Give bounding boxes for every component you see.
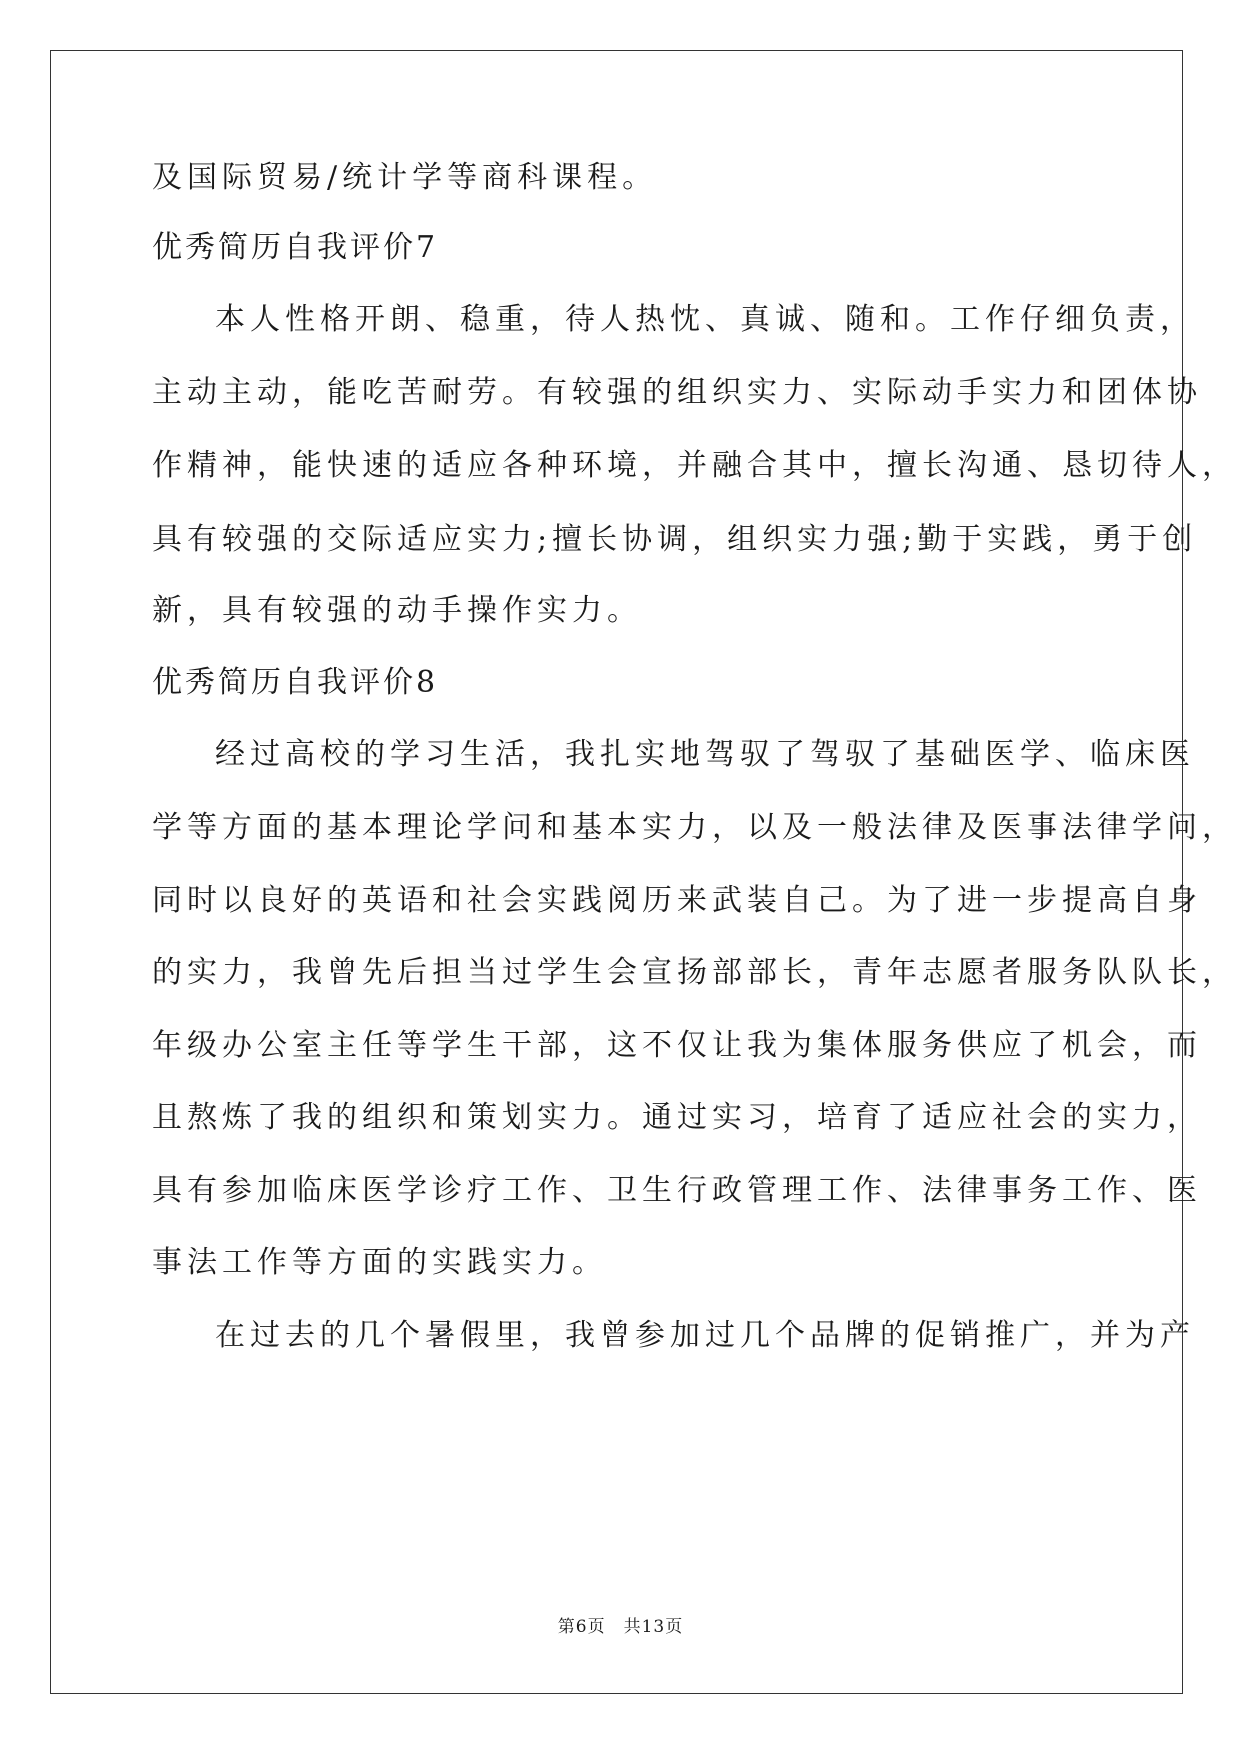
body-line: 作精神，能快速的适应各种环境，并融合其中，擅长沟通、恳切待人，	[152, 448, 1237, 483]
body-line: 事法工作等方面的实践实力。	[152, 1245, 607, 1280]
body-line: 学等方面的基本理论学问和基本实力，以及一般法律及医事法律学问，	[152, 810, 1237, 845]
paragraph-first-line: 本人性格开朗、稳重，待人热忱、真诚、随和。工作仔细负责，	[215, 302, 1195, 337]
body-line: 的实力，我曾先后担当过学生会宣扬部部长，青年志愿者服务队队长，	[152, 955, 1237, 990]
page-border	[50, 50, 1183, 1694]
section-heading-8: 优秀简历自我评价8	[152, 665, 439, 700]
body-line: 具有较强的交际适应实力;擅长协调，组织实力强;勤于实践，勇于创	[152, 522, 1198, 557]
section-heading-7: 优秀简历自我评价7	[152, 230, 439, 265]
page-number-total: 共13页	[623, 1617, 684, 1637]
body-line: 且熬炼了我的组织和策划实力。通过实习，培育了适应社会的实力，	[152, 1100, 1202, 1135]
body-line: 年级办公室主任等学生干部，这不仅让我为集体服务供应了机会，而	[152, 1028, 1202, 1063]
body-line: 同时以良好的英语和社会实践阅历来武装自己。为了进一步提高自身	[152, 883, 1202, 918]
body-line: 主动主动，能吃苦耐劳。有较强的组织实力、实际动手实力和团体协	[152, 375, 1202, 410]
paragraph-first-line: 在过去的几个暑假里，我曾参加过几个品牌的促销推广，并为产	[215, 1318, 1195, 1353]
paragraph-first-line: 经过高校的学习生活，我扎实地驾驭了驾驭了基础医学、临床医	[215, 737, 1195, 772]
body-line: 及国际贸易/统计学等商科课程。	[152, 160, 658, 195]
page-footer	[0, 1617, 1241, 1637]
body-line: 具有参加临床医学诊疗工作、卫生行政管理工作、法律事务工作、医	[152, 1173, 1202, 1208]
body-line: 新，具有较强的动手操作实力。	[152, 593, 642, 628]
page-number-current: 第6页	[557, 1617, 606, 1637]
